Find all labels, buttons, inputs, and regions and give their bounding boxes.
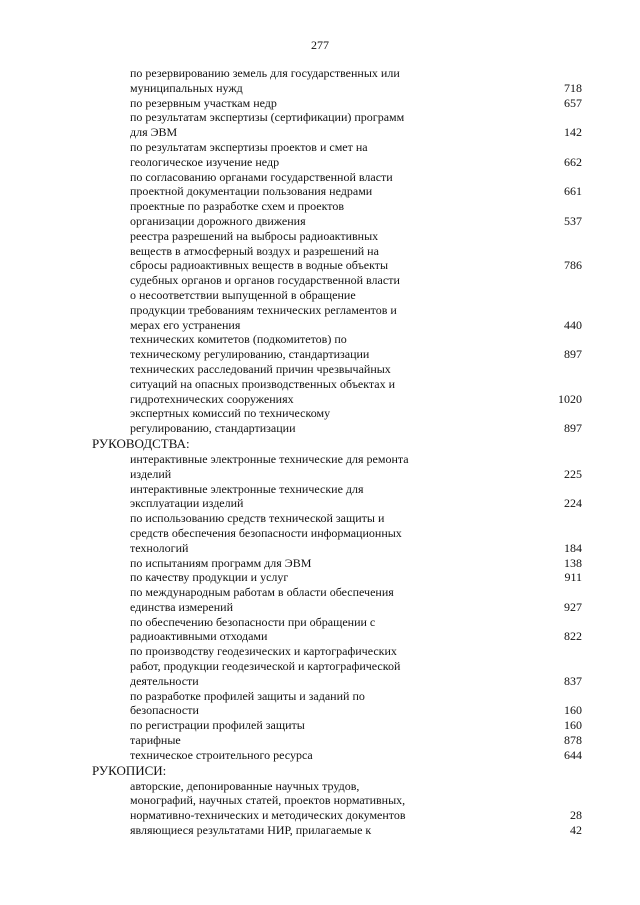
index-entry: [0, 170, 640, 200]
entry-text: по использованию средств технической защиты и средств обеспечения безопасности информационных технологий: [130, 511, 402, 555]
entry-page-number: 537: [564, 213, 582, 228]
index-entry: [0, 110, 640, 140]
entry-text: проектные по разработке схем и проектов организации дорожного движения: [130, 199, 345, 228]
index-entry: [0, 273, 640, 332]
index-entry: [0, 570, 640, 585]
entry-text: по разработке профилей защиты и заданий по безопасности: [130, 688, 365, 718]
entry-page-number: 718: [564, 80, 582, 95]
entry-text: авторские, депонированные научных трудов, монографий, научных статей, проектов нормативных, нормативно-технических и методических документов: [130, 778, 406, 823]
entry-text: судебных органов и органов государственной власти о несоответствии выпущенной в обращение продукции требованиям технических регламентов и мерах его устранения: [130, 273, 400, 332]
index-entry: [0, 332, 640, 362]
entry-page-number: 160: [564, 718, 582, 733]
entry-text: интерактивные электронные технические для ремонта изделий: [130, 451, 409, 481]
entry-page-number: 927: [564, 599, 582, 614]
entry-page-number: 897: [564, 421, 582, 436]
entry-page-number: 160: [564, 703, 582, 718]
index-entry: [0, 823, 640, 838]
index-entry: [0, 644, 640, 688]
entry-page-number: 657: [564, 95, 582, 110]
entry-page-number: 42: [570, 823, 582, 838]
entry-text: по резервированию земель для государственных или муниципальных нужд: [130, 66, 400, 95]
section-heading: РУКОВОДСТВА:: [92, 435, 190, 451]
index-entry: [0, 140, 640, 170]
entry-text: по производству геодезических и картографических работ, продукции геодезической и картографической деятельности: [130, 644, 401, 688]
entry-page-number: 142: [564, 125, 582, 140]
entry-text: технических комитетов (подкомитетов) по техническому регулированию, стандартизации: [130, 332, 370, 362]
page-number: 277: [311, 38, 329, 52]
index-entry: [0, 362, 640, 406]
entry-text: являющиеся результатами НИР, прилагаемые к: [130, 823, 372, 838]
entry-page-number: 786: [564, 258, 582, 273]
entry-page-number: 1020: [558, 391, 582, 406]
index-entry: [0, 406, 640, 436]
entry-page-number: 138: [564, 555, 582, 570]
entry-page-number: 661: [564, 184, 582, 199]
index-entry: [0, 718, 640, 733]
index-entry: [0, 733, 640, 748]
index-entry: [0, 66, 640, 96]
entry-page-number: 878: [564, 733, 582, 748]
entry-text: техническое строительного ресурса: [130, 747, 313, 762]
index-entry: [0, 199, 640, 229]
index-entry: [0, 482, 640, 512]
index-entry: [0, 615, 640, 645]
entry-page-number: 224: [564, 496, 582, 511]
entry-page-number: 440: [564, 317, 582, 332]
entry-text: по результатам экспертизы (сертификации) программ для ЭВМ: [130, 110, 405, 140]
index-entry: [0, 585, 640, 615]
index-entry: [0, 779, 640, 823]
entry-text: по результатам экспертизы проектов и смет на геологическое изучение недр: [130, 139, 368, 169]
section-heading: РУКОПИСИ:: [92, 762, 167, 778]
index-entry: [0, 748, 640, 763]
entry-page-number: 184: [564, 540, 582, 555]
entry-page-number: 897: [564, 347, 582, 362]
entry-page-number: 837: [564, 673, 582, 688]
entry-page-number: 644: [564, 747, 582, 762]
index-entry: [0, 452, 640, 482]
entry-text: по обеспечению безопасности при обращении с радиоактивными отходами: [130, 614, 376, 644]
entry-text: реестра разрешений на выбросы радиоактивных веществ в атмосферный воздух и разрешений на сбросы радиоактивных веществ в водные объекты: [130, 228, 389, 273]
entry-page-number: 28: [570, 808, 582, 823]
entry-text: по испытаниям программ для ЭВМ: [130, 555, 312, 570]
index-entry: [0, 96, 640, 111]
entry-page-number: 225: [564, 466, 582, 481]
entry-text: технических расследований причин чрезвычайных ситуаций на опасных производственных объектах и гидротехнических сооружениях: [130, 361, 396, 406]
entry-page-number: 911: [564, 570, 582, 585]
entry-text: интерактивные электронные технические для эксплуатации изделий: [130, 481, 364, 511]
index-entry: [0, 229, 640, 273]
index-list: [0, 66, 640, 838]
entry-text: по регистрации профилей защиты: [130, 718, 305, 733]
index-entry: [0, 511, 640, 555]
entry-text: тарифные: [130, 733, 181, 748]
index-entry: [0, 556, 640, 571]
entry-text: по согласованию органами государственной власти проектной документации пользования недрами: [130, 169, 393, 199]
entry-page-number: 822: [564, 629, 582, 644]
entry-page-number: 662: [564, 154, 582, 169]
entry-text: по качеству продукции и услуг: [130, 570, 289, 585]
index-entry: [0, 689, 640, 719]
entry-text: экспертных комиссий по техническому регулированию, стандартизации: [130, 406, 331, 436]
entry-text: по международным работам в области обеспечения единства измерений: [130, 585, 394, 614]
entry-text: по резервным участкам недр: [130, 95, 277, 110]
